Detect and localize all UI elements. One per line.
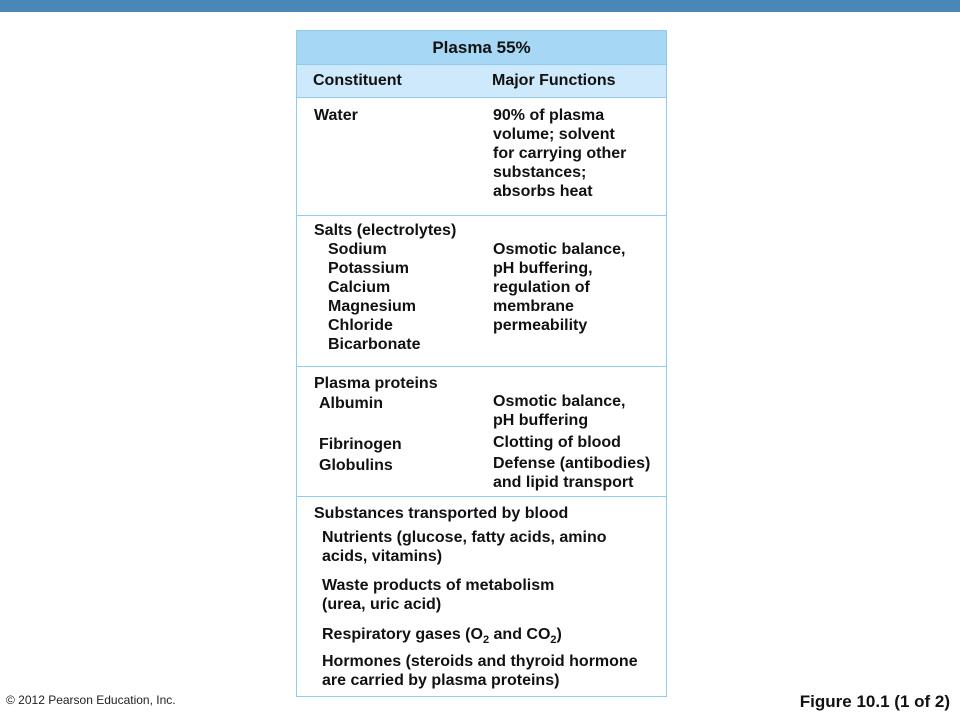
gases-suffix: ) <box>556 626 562 643</box>
top-accent-bar <box>0 0 960 12</box>
salts-function-line: pH buffering, <box>493 260 593 277</box>
hormones-line: are carried by plasma proteins) <box>322 672 560 689</box>
salts-function-line: membrane <box>493 298 574 315</box>
header-major-functions: Major Functions <box>492 72 616 89</box>
water-function-line: 90% of plasma <box>493 107 605 124</box>
copyright-text: © 2012 Pearson Education, Inc. <box>6 693 176 707</box>
table-header-row <box>297 64 666 98</box>
row-divider <box>297 496 666 497</box>
waste-line: Waste products of metabolism <box>322 577 555 594</box>
header-constituent: Constituent <box>313 72 402 89</box>
figure-caption: Figure 10.1 (1 of 2) <box>799 692 950 711</box>
proteins-label: Plasma proteins <box>314 375 438 392</box>
waste-line: (urea, uric acid) <box>322 596 442 613</box>
salts-function-line: permeability <box>493 317 588 334</box>
albumin-function-line: pH buffering <box>493 412 589 429</box>
water-function-line: substances; <box>493 164 587 181</box>
fibrinogen-function: Clotting of blood <box>493 434 621 451</box>
row-divider <box>297 366 666 367</box>
salt-item: Bicarbonate <box>328 336 421 353</box>
respiratory-gases-line <box>322 625 562 650</box>
salt-item: Calcium <box>328 279 391 296</box>
gases-prefix: Respiratory gases (O <box>322 626 483 643</box>
globulins-function-line: and lipid transport <box>493 474 634 491</box>
globulins-label: Globulins <box>319 457 393 474</box>
gases-middle: and CO <box>489 626 551 643</box>
hormones-line: Hormones (steroids and thyroid hormone <box>322 653 638 670</box>
plasma-table <box>296 30 667 697</box>
transported-label: Substances transported by blood <box>314 505 569 522</box>
albumin-function-line: Osmotic balance, <box>493 393 626 410</box>
salt-item: Magnesium <box>328 298 417 315</box>
salt-item: Chloride <box>328 317 393 334</box>
nutrients-line: Nutrients (glucose, fatty acids, amino <box>322 529 607 546</box>
nutrients-line: acids, vitamins) <box>322 548 443 565</box>
salts-function-line: Osmotic balance, <box>493 241 626 258</box>
salts-label: Salts (electrolytes) <box>314 222 457 239</box>
salts-function-line: regulation of <box>493 279 590 296</box>
salt-item: Potassium <box>328 260 409 277</box>
row-divider <box>297 215 666 216</box>
fibrinogen-label: Fibrinogen <box>319 436 402 453</box>
albumin-label: Albumin <box>319 395 383 412</box>
water-function-line: for carrying other <box>493 145 627 162</box>
gases-subscript: 2 <box>482 634 490 647</box>
globulins-function-line: Defense (antibodies) <box>493 455 651 472</box>
table-title: Plasma 55% <box>297 31 666 64</box>
water-function-line: volume; solvent <box>493 126 615 143</box>
water-function-line: absorbs heat <box>493 183 593 200</box>
salt-item: Sodium <box>328 241 387 258</box>
gases-subscript: 2 <box>550 634 557 647</box>
water-label: Water <box>314 107 358 124</box>
